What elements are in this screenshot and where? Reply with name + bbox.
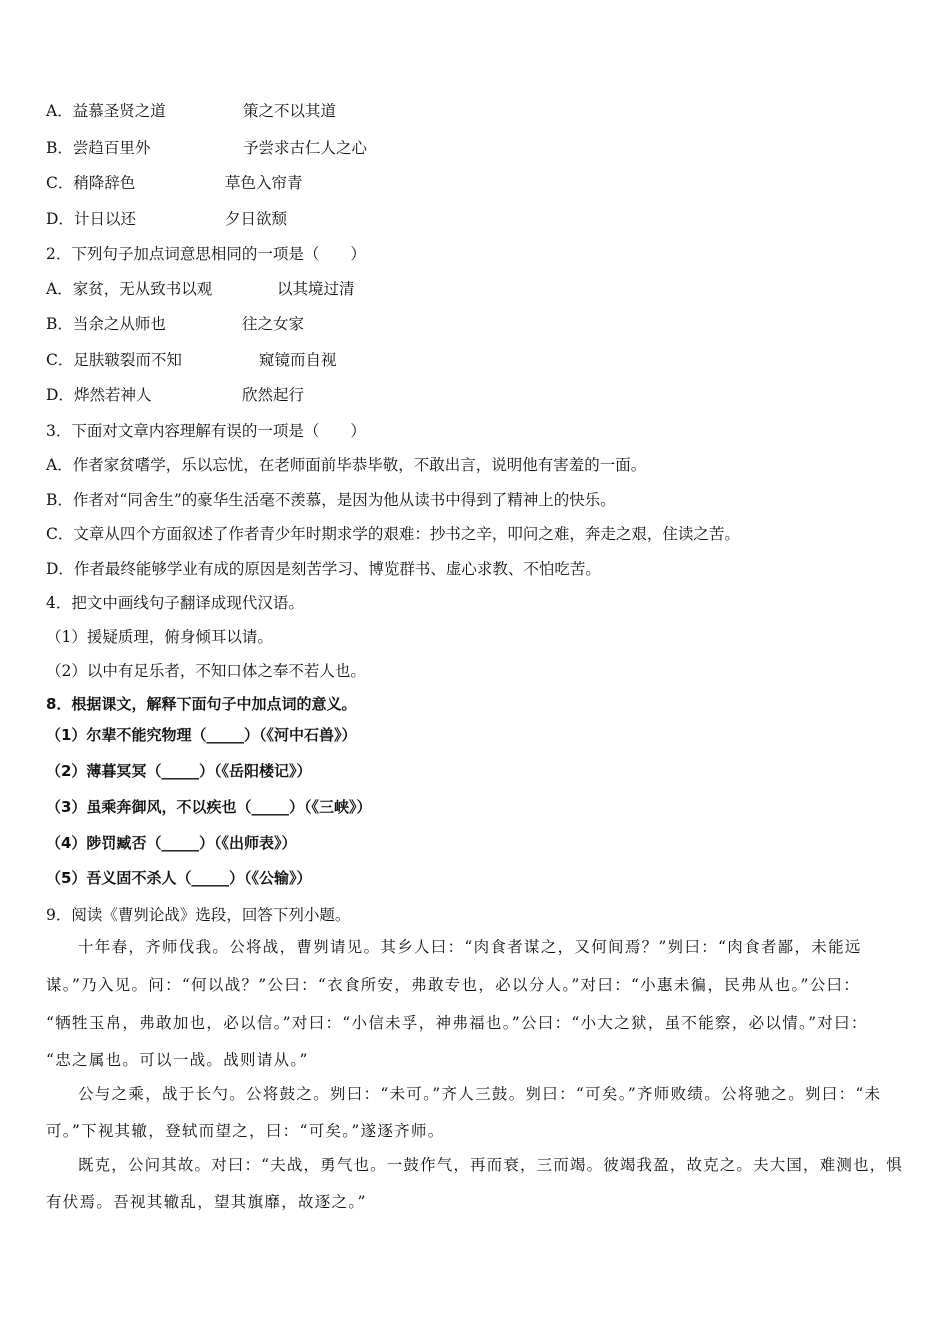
option-label: C． <box>46 174 74 192</box>
option-text-a: 足肤皲裂而不知 <box>73 351 182 369</box>
q4-item-2: （2）以中有足乐者，不知口体之奉不若人也。 <box>46 662 366 680</box>
q1-option-a <box>46 101 337 121</box>
option-label: A． <box>46 280 73 298</box>
option-text-b: 窥镜而自视 <box>259 351 337 369</box>
q8-item-2: （2）薄暮冥冥（_____）（《岳阳楼记》） <box>46 762 312 780</box>
q3-option-d: D．作者最终能够学业有成的原因是刻苦学习、博览群书、虚心求教、不怕吃苦。 <box>46 560 601 578</box>
option-text-b: 策之不以其道 <box>243 102 337 120</box>
option-label: B． <box>46 139 73 157</box>
q8-item-3: （3）虽乘奔御风，不以疾也（_____）（《三峡》） <box>46 798 372 816</box>
q8-item-4: （4）陟罚臧否（_____）（《出师表》） <box>46 834 297 852</box>
passage-line: 可。”下视其辙，登轼而望之，曰：“可矣。”遂逐齐师。 <box>46 1122 445 1140</box>
option-text-a: 稍降辞色 <box>73 174 136 192</box>
q1-option-c <box>46 173 303 193</box>
option-label: D． <box>46 386 74 404</box>
option-text-a: 尝趋百里外 <box>72 139 151 157</box>
q3-stem: 3．下面对文章内容理解有误的一项是（ ） <box>46 422 366 440</box>
q9-stem: 9．阅读《曹刿论战》选段，回答下列小题。 <box>46 906 351 924</box>
q3-option-c: C．文章从四个方面叙述了作者青少年时期求学的艰难：抄书之辛，叩问之难，奔走之艰，住读之苦。 <box>46 525 740 543</box>
option-label: C． <box>46 351 74 369</box>
option-text-a: 家贫，无从致书以观 <box>72 280 213 298</box>
q2-option-d <box>46 385 305 405</box>
q8-item-1: （1）尔辈不能究物理（_____）（《河中石兽》） <box>46 726 357 744</box>
q1-option-b <box>46 138 368 158</box>
q3-option-a: A．作者家贫嗜学，乐以忘忧，在老师面前毕恭毕敬，不敢出言，说明他有害羞的一面。 <box>46 456 647 474</box>
passage-line: 谋。”乃入见。问：“何以战？”公曰：“衣食所安，弗敢专也，必以分人。”对曰：“小惠未徧，民弗从也。”公曰： <box>46 976 861 994</box>
option-text-a: 计日以还 <box>73 210 136 228</box>
passage-line: “忠之属也。可以一战。战则请从。” <box>46 1051 309 1069</box>
option-text-b: 夕日欲颓 <box>225 210 288 228</box>
q3-option-b: B．作者对“同舍生”的豪华生活毫不羡慕，是因为他从读书中得到了精神上的快乐。 <box>46 491 616 509</box>
q2-option-c <box>46 350 337 370</box>
option-text-b: 往之女家 <box>242 315 305 333</box>
passage-line: 公与之乘，战于长勺。公将鼓之。刿曰：“未可。”齐人三鼓。刿曰：“可矣。”齐师败绩。公将驰之。刿曰：“未 <box>78 1085 882 1103</box>
passage-line: 十年春，齐师伐我。公将战，曹刿请见。其乡人曰：“肉食者谋之，又何间焉？”刿曰：“肉食者鄙，未能远 <box>78 938 862 956</box>
q8-stem: 8．根据课文，解释下面句子中加点词的意义。 <box>46 695 357 713</box>
option-label: A． <box>46 102 73 120</box>
q1-option-d <box>46 209 288 229</box>
option-text-b: 草色入帘青 <box>225 174 303 192</box>
passage-line: 既克，公问其故。对曰：“夫战，勇气也。一鼓作气，再而衰，三而竭。彼竭我盈，故克之。夫大国，难测也，惧 <box>78 1156 903 1174</box>
passage-line: “牺牲玉帛，弗敢加也，必以信。”对曰：“小信未孚，神弗福也。”公曰：“小大之狱，虽不能察，必以情。”对曰： <box>46 1014 868 1032</box>
option-text-a: 当余之从师也 <box>72 315 166 333</box>
option-label: B． <box>46 315 73 333</box>
q4-stem: 4．把文中画线句子翻译成现代汉语。 <box>46 594 304 612</box>
option-text-b: 予尝求古仁人之心 <box>243 139 368 157</box>
q4-item-1: （1）援疑质理，俯身倾耳以请。 <box>46 628 273 646</box>
option-label: D． <box>46 210 74 228</box>
q2-stem: 2．下列句子加点词意思相同的一项是（ ） <box>46 245 366 263</box>
option-text-a: 烨然若神人 <box>73 386 152 404</box>
passage-line: 有伏焉。吾视其辙乱，望其旗靡，故逐之。” <box>46 1193 367 1211</box>
option-text-b: 欣然起行 <box>242 386 305 404</box>
q2-option-a <box>46 279 355 299</box>
q2-option-b <box>46 314 305 334</box>
q8-item-5: （5）吾义固不杀人（_____）（《公输》） <box>46 869 312 887</box>
option-text-b: 以其境过清 <box>277 280 355 298</box>
option-text-a: 益慕圣贤之道 <box>72 102 166 120</box>
